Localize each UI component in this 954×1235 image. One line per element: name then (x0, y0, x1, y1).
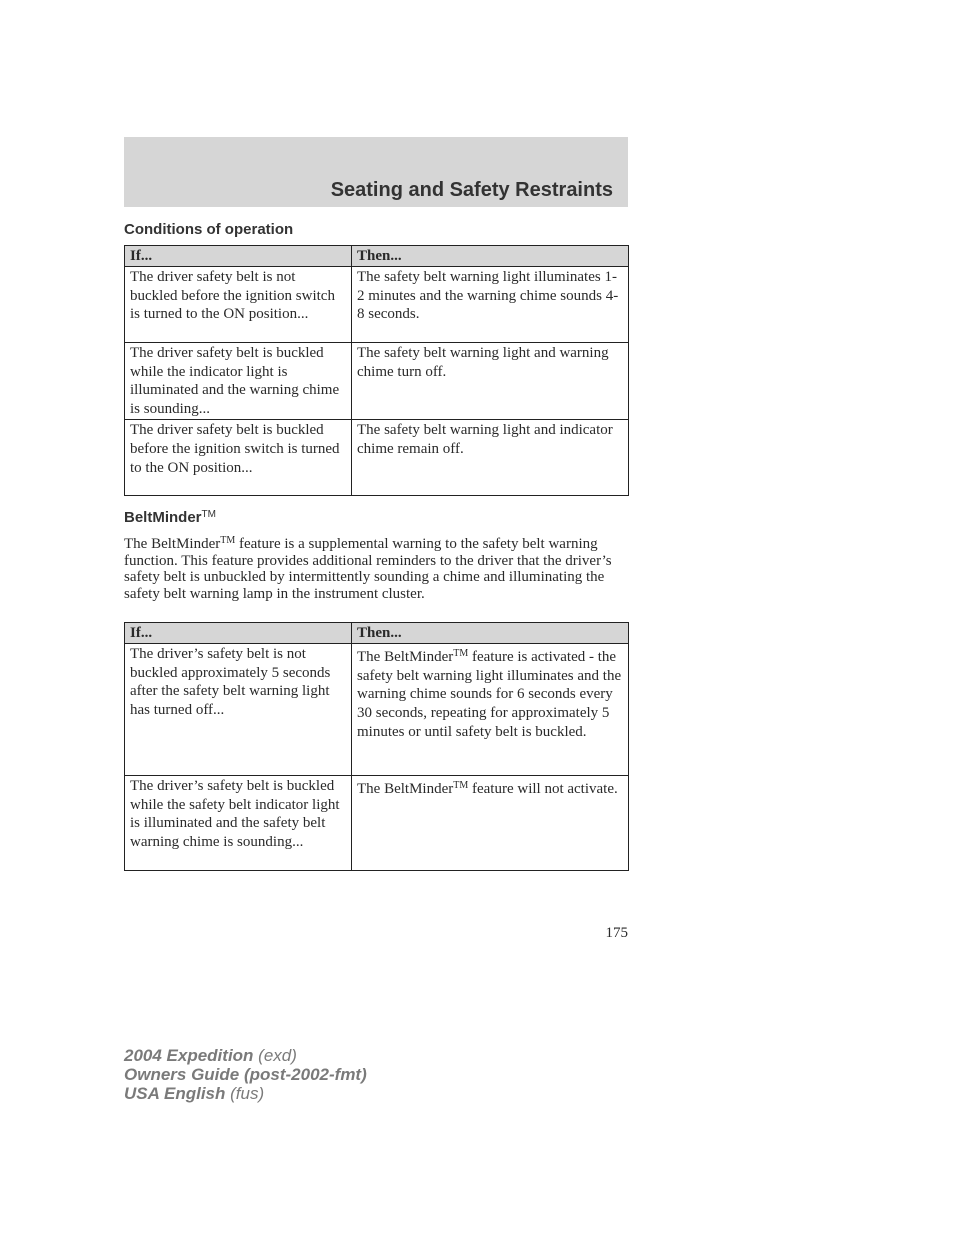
then-prefix: The BeltMinder (357, 648, 454, 665)
column-header-if: If... (125, 246, 352, 267)
footer-line-1 (124, 1046, 367, 1065)
footer-language: USA English (124, 1084, 226, 1103)
footer-model: 2004 Expedition (124, 1046, 254, 1065)
beltminder-paragraph-text: feature is a supplemental warning to the safety belt warning function. This feature provides additional reminders to the driver that the driver’s safety belt is unbuckled by intermittently sounding a chime and illuminating the safety belt warning lamp in the instrument cluster. (124, 536, 612, 602)
condition-if-cell: The driver safety belt is buckled while the indicator light is illuminated and the warning chime is sounding... (125, 342, 352, 419)
column-header-then: Then... (352, 246, 629, 267)
trademark-mark: TM (201, 509, 216, 520)
column-header-if: If... (125, 623, 352, 644)
document-footer (124, 1046, 367, 1103)
then-prefix: The BeltMinder (357, 780, 454, 797)
condition-if-cell: The driver safety belt is not buckled before the ignition switch is turned to the ON position... (125, 266, 352, 342)
beltminder-heading-text: BeltMinder (124, 509, 202, 526)
table-header-row (125, 246, 629, 267)
footer-model-code: (exd) (253, 1046, 297, 1065)
table-row (125, 643, 629, 775)
conditions-heading: Conditions of operation (124, 221, 294, 238)
footer-guide: Owners Guide (post-2002-fmt) (124, 1065, 367, 1084)
condition-if-cell: The driver safety belt is buckled before the ignition switch is turned to the ON position... (125, 419, 352, 495)
beltminder-description (124, 533, 628, 602)
column-header-then: Then... (352, 623, 629, 644)
table-row (125, 775, 629, 870)
then-text: feature is activated - the safety belt warning light illuminates and the warning chime sounds for 6 seconds every 30 seconds, repeating for approximately 5 minutes or until safety belt is buckled. (357, 648, 622, 740)
section-header-band (124, 137, 628, 207)
conditions-table (124, 245, 629, 496)
footer-language-code: (fus) (225, 1084, 265, 1103)
table-row (125, 419, 629, 495)
table-row (125, 342, 629, 419)
beltminder-heading (124, 509, 216, 526)
beltminder-paragraph-prefix: The BeltMinder (124, 536, 221, 552)
trademark-mark: TM (453, 779, 469, 791)
beltminder-if-cell: The driver’s safety belt is not buckled approximately 5 seconds after the safety belt warning light has turned off... (125, 643, 352, 775)
section-title: Seating and Safety Restraints (330, 179, 613, 201)
condition-then-cell: The safety belt warning light illuminates 1-2 minutes and the warning chime sounds 4-8 seconds. (352, 266, 629, 342)
beltminder-table (124, 622, 629, 871)
trademark-mark: TM (220, 535, 236, 546)
footer-line-2 (124, 1065, 367, 1084)
then-text: feature will not activate. (468, 780, 618, 797)
trademark-mark: TM (453, 647, 469, 659)
page-number: 175 (605, 925, 628, 941)
condition-then-cell: The safety belt warning light and warning chime turn off. (352, 342, 629, 419)
beltminder-then-cell (352, 643, 629, 775)
footer-line-3 (124, 1084, 367, 1103)
table-row (125, 266, 629, 342)
beltminder-then-cell (352, 775, 629, 870)
table-header-row (125, 623, 629, 644)
beltminder-if-cell: The driver’s safety belt is buckled while the safety belt indicator light is illuminated and the safety belt warning chime is sounding... (125, 775, 352, 870)
condition-then-cell: The safety belt warning light and indicator chime remain off. (352, 419, 629, 495)
